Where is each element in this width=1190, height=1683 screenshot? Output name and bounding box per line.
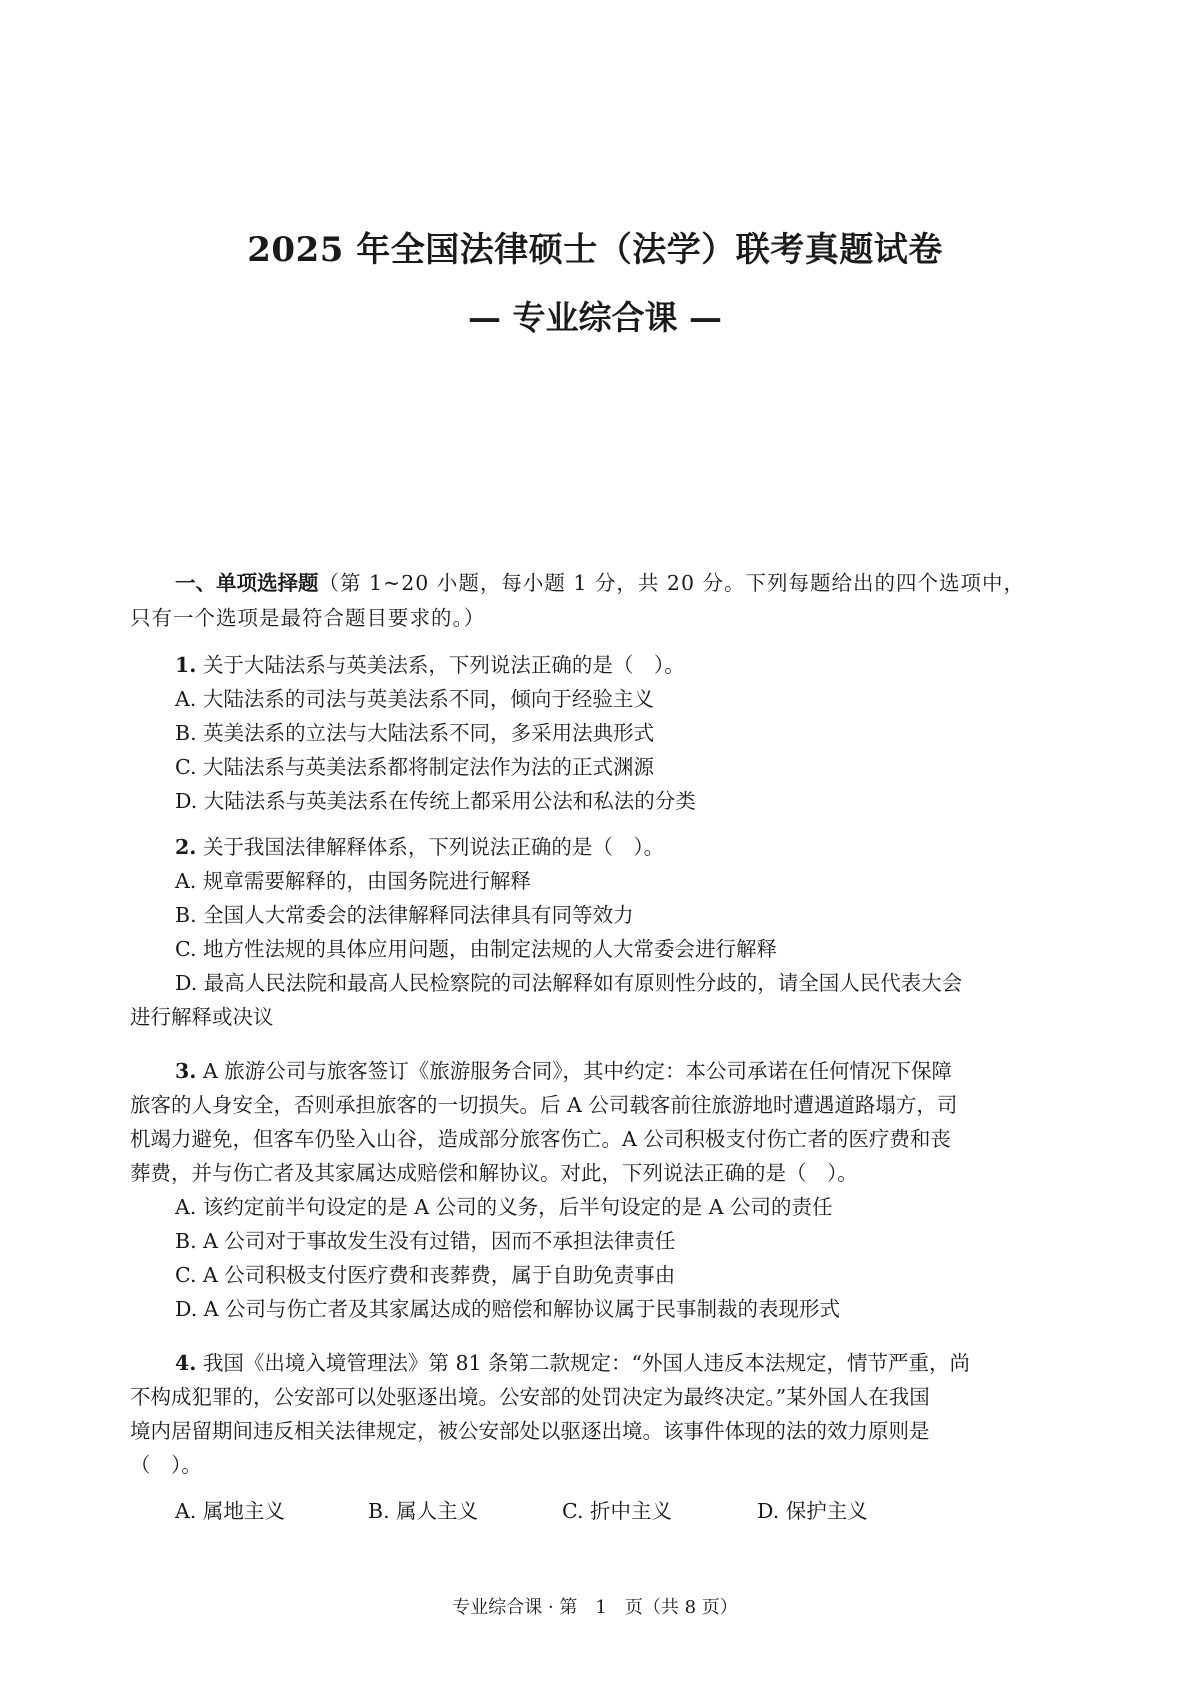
question-number: 2. [175,835,197,859]
question-stem-line: 葬费，并与伤亡者及其家属达成赔偿和解协议。对此，下列说法正确的是（ ）。 [130,1161,858,1185]
option-b: B. A 公司对于事故发生没有过错，因而不承担法律责任 [175,1229,676,1253]
option-c: C. 大陆法系与英美法系都将制定法作为法的正式渊源 [175,755,654,779]
question-text: 关于我国法律解释体系，下列说法正确的是（ ）。 [202,835,665,859]
section-heading: 一、单项选择题 [175,571,319,595]
question-stem-line: 境内居留期间违反相关法律规定，被公安部处以驱逐出境。该事件体现的法的效力原则是 [130,1419,930,1443]
question-number: 4. [175,1351,197,1375]
option-a: A. 大陆法系的司法与英美法系不同，倾向于经验主义 [175,687,654,711]
exam-subtitle: — 专业综合课 — [468,298,722,337]
option-d: D. A 公司与伤亡者及其家属达成的赔偿和解协议属于民事制裁的表现形式 [175,1297,841,1321]
question-stem [175,648,685,678]
question-number: 3. [175,1059,197,1083]
option-b: B. 属人主义 [368,1499,479,1523]
question-text: 我国《出境入境管理法》第 81 条第二款规定：“外国人违反本法规定，情节严重，尚 [202,1351,971,1375]
option-a: A. 属地主义 [175,1499,285,1523]
option-b: B. 全国人大常委会的法律解释同法律具有同等效力 [175,903,634,927]
option-a: A. 该约定前半句设定的是 A 公司的义务，后半句设定的是 A 公司的责任 [175,1195,833,1219]
question-stem-line: 机竭力避免，但客车仍坠入山谷，造成部分旅客伤亡。A 公司积极支付伤亡者的医疗费和丧 [130,1127,951,1151]
option-b: B. 英美法系的立法与大陆法系不同，多采用法典形式 [175,721,655,745]
option-a: A. 规章需要解释的，由国务院进行解释 [175,869,531,893]
question-stem-line [175,1054,952,1084]
option-d-continued: 进行解释或决议 [130,1005,274,1029]
question-stem [175,830,664,860]
page-footer: 专业综合课 · 第 1 页（共 8 页） [452,1597,738,1618]
question-stem-line: 旅客的人身安全，否则承担旅客的一切损失。后 A 公司载客前往旅游地时遭遇道路塌方，司 [130,1093,958,1117]
option-c: C. 地方性法规的具体应用问题，由制定法规的人大常委会进行解释 [175,937,777,961]
question-text: 关于大陆法系与英美法系，下列说法正确的是（ ）。 [202,653,685,677]
section-header-line2: 只有一个选项是最符合题目要求的。） [130,606,486,630]
option-d: D. 保护主义 [757,1499,868,1523]
option-c: C. A 公司积极支付医疗费和丧葬费，属于自助免责事由 [175,1263,676,1287]
option-c: C. 折中主义 [562,1499,672,1523]
option-d: D. 大陆法系与英美法系在传统上都采用公法和私法的分类 [175,789,696,813]
question-stem-line: 不构成犯罪的，公安部可以处驱逐出境。公安部的处罚决定为最终决定。”某外国人在我国 [130,1385,930,1409]
question-stem-line [175,1346,970,1376]
question-number: 1. [175,653,197,677]
question-text: A 旅游公司与旅客签订《旅游服务合同》，其中约定：本公司承诺在任何情况下保障 [202,1059,953,1083]
exam-title: 2025 年全国法律硕士（法学）联考真题试卷 [247,230,943,270]
section-description: （第 1~20 小题，每小题 1 分，共 20 分。下列每题给出的四个选项中， [318,571,1026,595]
section-header-line1 [175,566,1025,596]
question-stem-line: （ ）。 [130,1453,202,1477]
option-d: D. 最高人民法院和最高人民检察院的司法解释如有原则性分歧的，请全国人民代表大会 [175,971,963,995]
